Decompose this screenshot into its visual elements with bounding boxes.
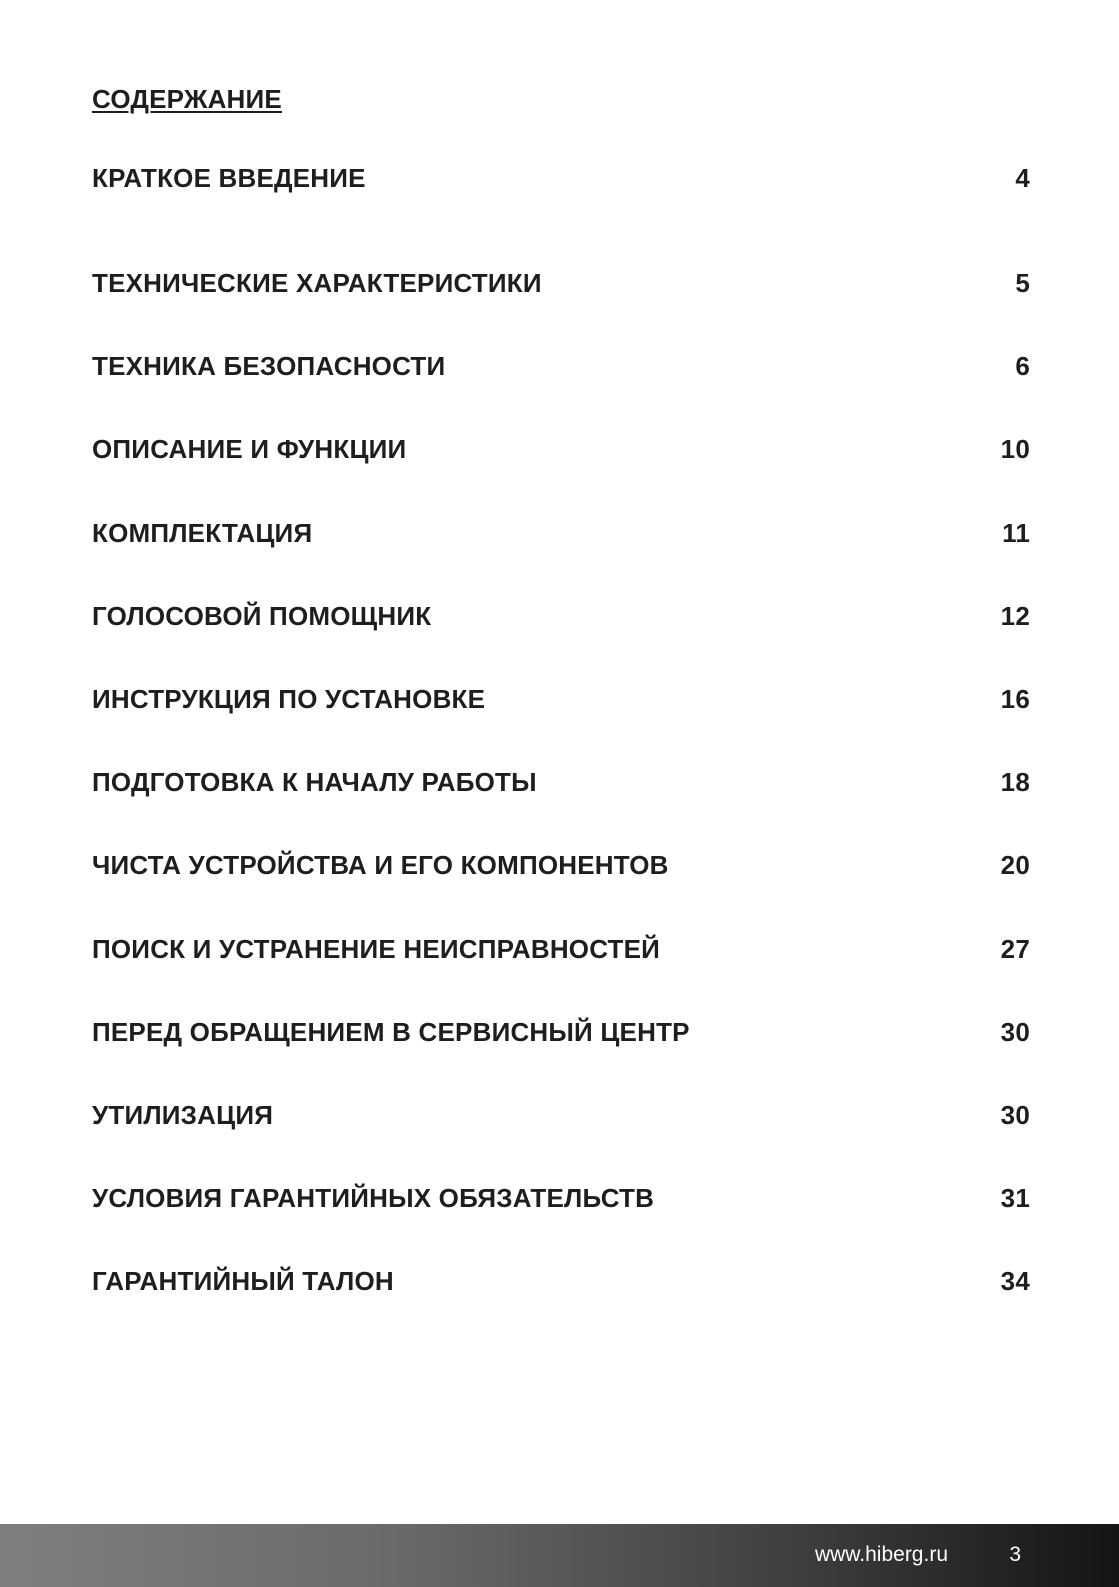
toc-item-page-number: 31 <box>1000 1183 1030 1214</box>
footer-bar <box>0 1524 1119 1587</box>
toc-item[interactable] <box>92 242 1030 325</box>
toc-item-page-number: 11 <box>1002 517 1030 548</box>
toc-item-page-number: 20 <box>1000 850 1030 881</box>
toc-item-label: ПЕРЕД ОБРАЩЕНИЕМ В СЕРВИСНЫЙ ЦЕНТР <box>92 1016 690 1047</box>
toc-item[interactable] <box>92 575 1030 658</box>
toc-item-label: ИНСТРУКЦИЯ ПО УСТАНОВКЕ <box>92 684 486 715</box>
toc-item-label: КОМПЛЕКТАЦИЯ <box>92 517 313 548</box>
toc-item-page-number: 5 <box>1015 268 1030 299</box>
toc-item-label: ГАРАНТИЙНЫЙ ТАЛОН <box>92 1266 394 1297</box>
footer-page-number: 3 <box>1009 1543 1021 1566</box>
toc-item[interactable] <box>92 1157 1030 1240</box>
toc-item-label: ПОИСК И УСТРАНЕНИЕ НЕИСПРАВНОСТЕЙ <box>92 933 661 964</box>
toc-item[interactable] <box>92 325 1030 408</box>
toc-item-page-number: 30 <box>1000 1099 1030 1130</box>
toc-item-label: ПОДГОТОВКА К НАЧАЛУ РАБОТЫ <box>92 767 537 798</box>
toc-item[interactable] <box>92 1074 1030 1157</box>
toc-item-page-number: 12 <box>1000 600 1030 631</box>
toc-item[interactable] <box>92 658 1030 741</box>
table-of-contents <box>92 160 1030 1323</box>
toc-item[interactable] <box>92 824 1030 907</box>
toc-item-page-number: 6 <box>1015 351 1030 382</box>
page-title: СОДЕРЖАНИЕ <box>92 84 282 114</box>
toc-item-page-number: 10 <box>1000 434 1030 465</box>
toc-item-page-number: 18 <box>1000 767 1030 798</box>
footer-website-link[interactable]: www.hiberg.ru <box>814 1543 948 1566</box>
toc-item-label: УТИЛИЗАЦИЯ <box>92 1099 274 1130</box>
toc-item-label: УСЛОВИЯ ГАРАНТИЙНЫХ ОБЯЗАТЕЛЬСТВ <box>92 1183 655 1214</box>
toc-item[interactable] <box>92 408 1030 491</box>
toc-item-label: ГОЛОСОВОЙ ПОМОЩНИК <box>92 600 432 631</box>
toc-item[interactable] <box>92 908 1030 991</box>
toc-item[interactable] <box>92 492 1030 575</box>
toc-item-label: КРАТКОЕ ВВЕДЕНИЕ <box>92 162 366 193</box>
toc-item-page-number: 34 <box>1000 1266 1030 1297</box>
toc-item-label: ОПИСАНИЕ И ФУНКЦИИ <box>92 434 407 465</box>
toc-item-label: ЧИСТА УСТРОЙСТВА И ЕГО КОМПОНЕНТОВ <box>92 850 669 881</box>
toc-item[interactable] <box>92 741 1030 824</box>
toc-item-page-number: 30 <box>1000 1016 1030 1047</box>
toc-item-label: ТЕХНИКА БЕЗОПАСНОСТИ <box>92 351 446 382</box>
toc-item[interactable] <box>92 160 1030 196</box>
toc-item[interactable] <box>92 991 1030 1074</box>
toc-item-label: ТЕХНИЧЕСКИЕ ХАРАКТЕРИСТИКИ <box>92 268 542 299</box>
toc-item-page-number: 4 <box>1015 162 1030 193</box>
toc-item-page-number: 27 <box>1000 933 1030 964</box>
toc-item[interactable] <box>92 1240 1030 1323</box>
toc-item-page-number: 16 <box>1000 684 1030 715</box>
